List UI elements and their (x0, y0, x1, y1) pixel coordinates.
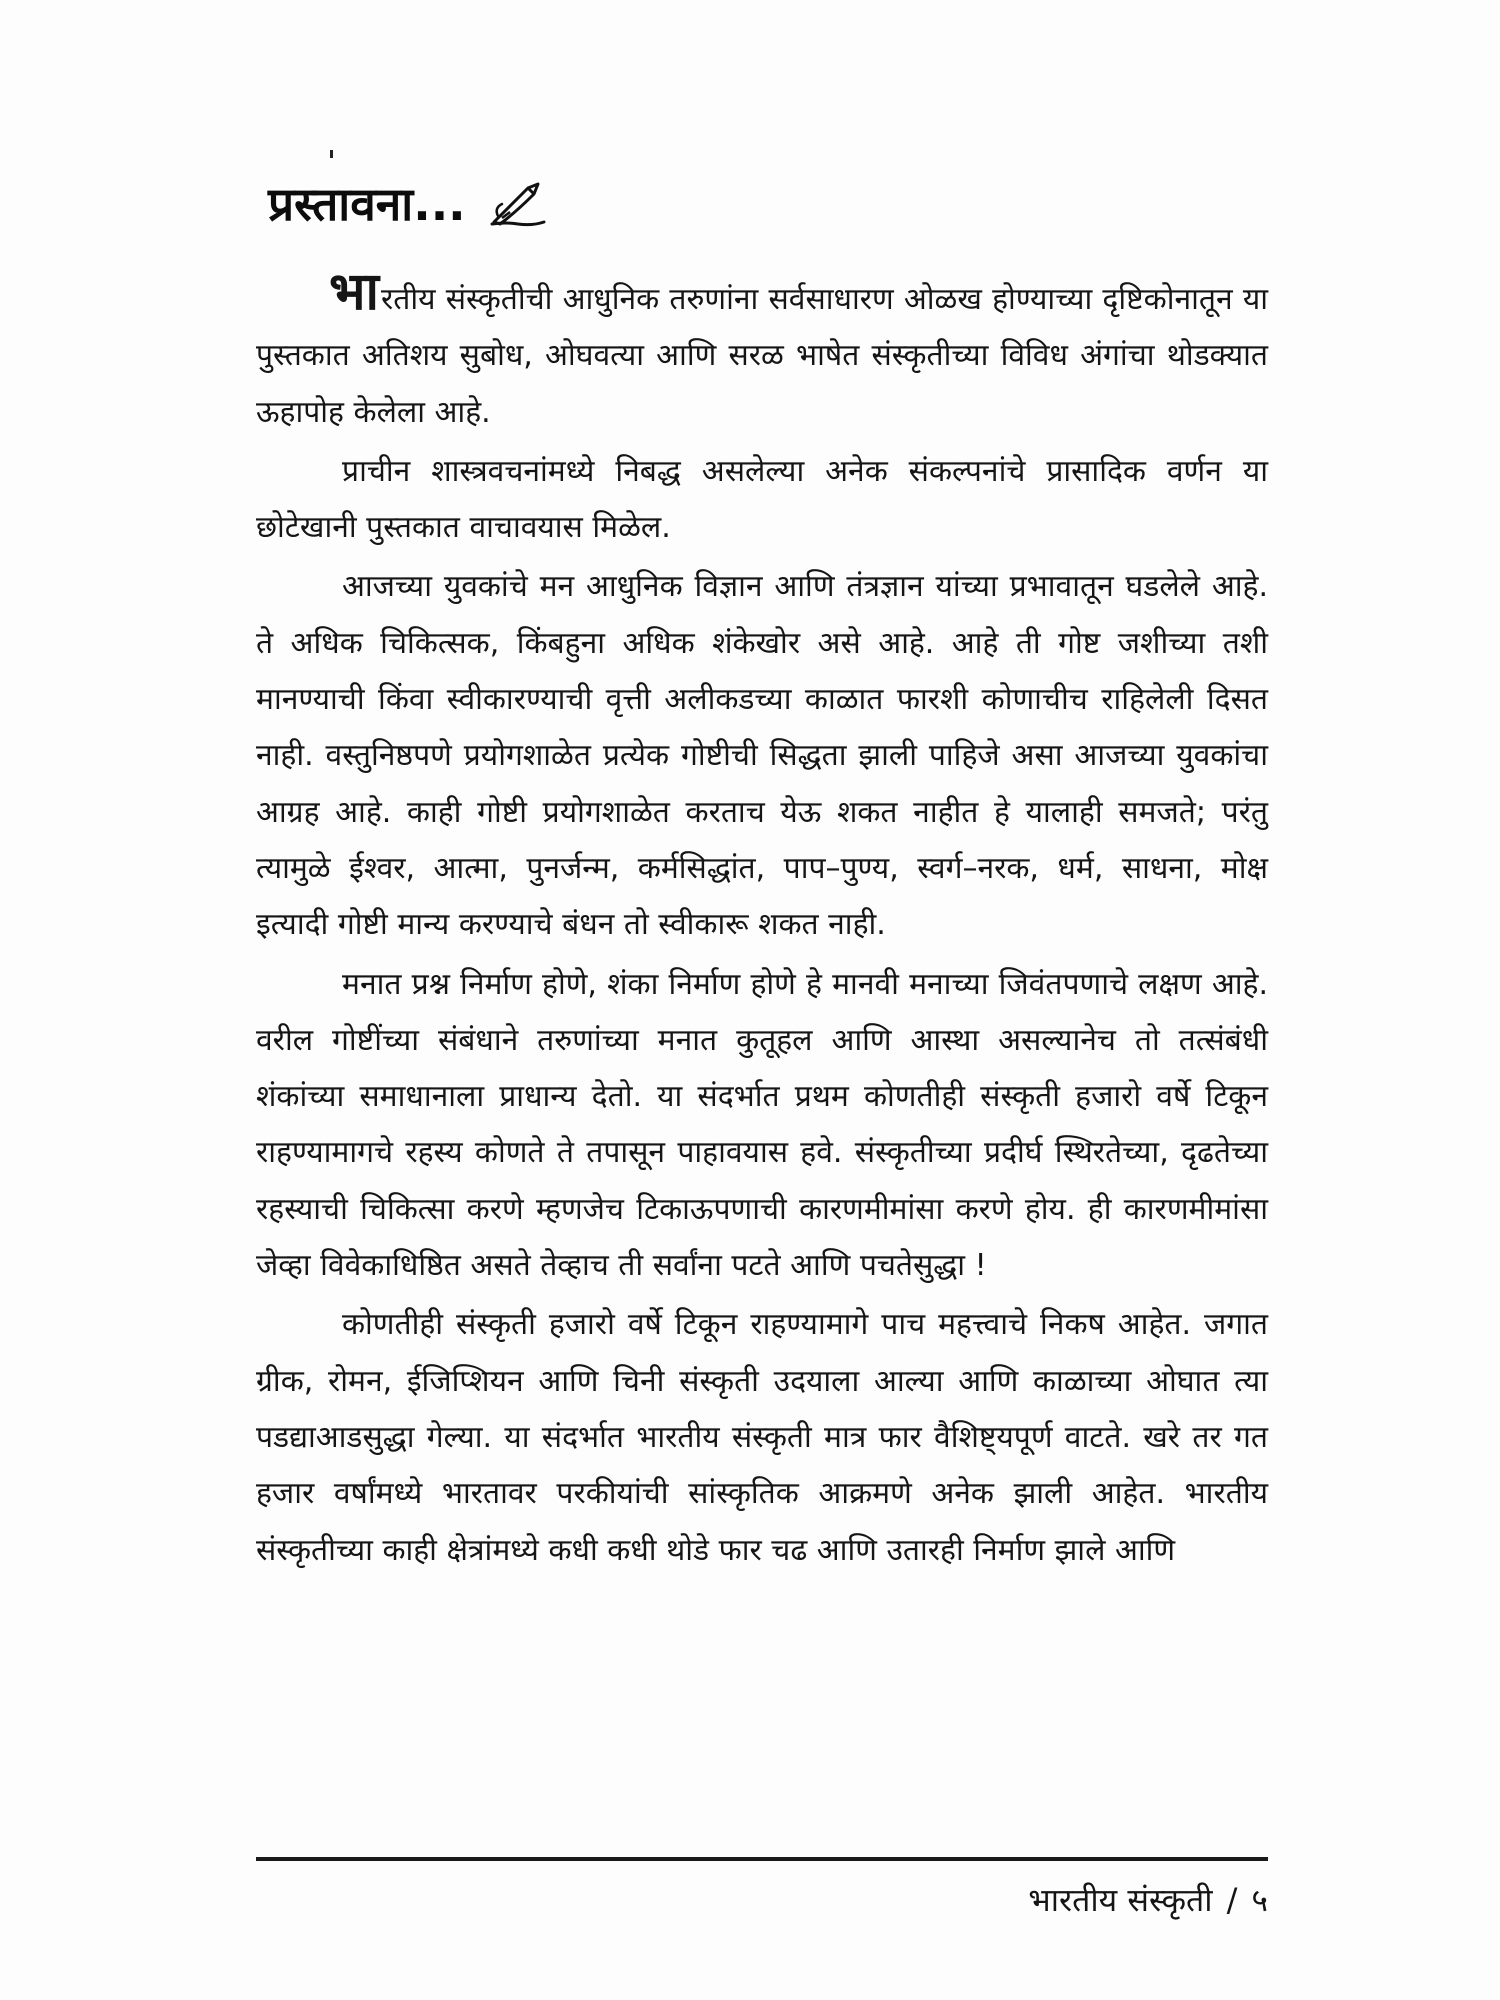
footer-rule (256, 1857, 1268, 1861)
chapter-title: प्रस्तावना... (268, 177, 466, 231)
body-text (256, 262, 1268, 1582)
drop-cap: भा (329, 262, 380, 322)
page-footer (1028, 1878, 1268, 1921)
paragraph: प्राचीन शास्त्रवचनांमध्ये निबद्ध असलेल्या अनेक संकल्पनांचे प्रासादिक वर्णन या छोटेखानी पुस्तकात वाचावयास मिळेल. (256, 453, 1268, 546)
paragraph (256, 262, 1268, 441)
print-speck (330, 150, 333, 158)
pen-nib-icon (488, 178, 546, 228)
paragraph: कोणतीही संस्कृती हजारो वर्षे टिकून राहण्यामागे पाच महत्त्वाचे निकष आहेत. जगात ग्रीक, रोमन, ईजिप्शियन आणि चिनी संस्कृती उदयाला आल्या आणि काळाच्या ओघात त्या पडद्याआडसुद्धा गेल्या. या संदर्भात भारतीय संस्कृती मात्र फार वैशिष्ट्यपूर्ण वाटते. खरे तर गत हजार वर्षांमध्ये भारतावर परकीयांची सांस्कृतिक आक्रमणे अनेक झाली आहेत. भारतीय संस्कृतीच्या काही क्षेत्रांमध्ये कधी कधी थोडे फार चढ आणि उतारही निर्माण झाले आणि (256, 1307, 1268, 1568)
running-title: भारतीय संस्कृती (1028, 1881, 1213, 1919)
page-number: ५ (1251, 1881, 1268, 1919)
paragraph: मनात प्रश्न निर्माण होणे, शंका निर्माण होणे हे मानवी मनाच्या जिवंतपणाचे लक्षण आहे. वरील गोष्टींच्या संबंधाने तरुणांच्या मनात कुतूहल आणि आस्था असल्यानेच तो तत्संबंधी शंकांच्या समाधानाला प्राधान्य देतो. या संदर्भात प्रथम कोणतीही संस्कृती हजारो वर्षे टिकून राहण्यामागचे रहस्य कोणते ते तपासून पाहावयास हवे. संस्कृतीच्या प्रदीर्घ स्थिरतेच्या, दृढतेच्या रहस्याची चिकित्सा करणे म्हणजेच टिकाऊपणाची कारणमीमांसा करणे होय. ही कारणमीमांसा जेव्हा विवेकाधिष्ठित असते तेव्हाच ती सर्वांना पटते आणि पचतेसुद्धा ! (256, 966, 1268, 1284)
paragraph: आजच्या युवकांचे मन आधुनिक विज्ञान आणि तंत्रज्ञान यांच्या प्रभावातून घडलेले आहे. ते अधिक चिकित्सक, किंबहुना अधिक शंकेखोर असे आहे. आहे ती गोष्ट जशीच्या तशी मानण्याची किंवा स्वीकारण्याची वृत्ती अलीकडच्या काळात फारशी कोणाचीच राहिलेली दिसत नाही. वस्तुनिष्ठपणे प्रयोगशाळेत प्रत्येक गोष्टीची सिद्धता झाली पाहिजे असा आजच्या युवकांचा आग्रह आहे. काही गोष्टी प्रयोगशाळेत करताच येऊ शकत नाहीत हे यालाही समजते; परंतु त्यामुळे ईश्वर, आत्मा, पुनर्जन्म, कर्मसिद्धांत, पाप–पुण्य, स्वर्ग–नरक, धर्म, साधना, मोक्ष इत्यादी गोष्टी मान्य करण्याचे बंधन तो स्वीकारू शकत नाही. (256, 569, 1268, 943)
paragraph-text: रतीय संस्कृतीची आधुनिक तरुणांना सर्वसाधारण ओळख होण्याच्या दृष्टिकोनातून या पुस्तकात अतिशय सुबोध, ओघवत्या आणि सरळ भाषेत संस्कृतीच्या विविध अंगांचा थोडक्यात ऊहापोह केलेला आहे. (256, 282, 1268, 430)
chapter-heading (268, 168, 546, 238)
footer-separator: / (1226, 1881, 1238, 1919)
